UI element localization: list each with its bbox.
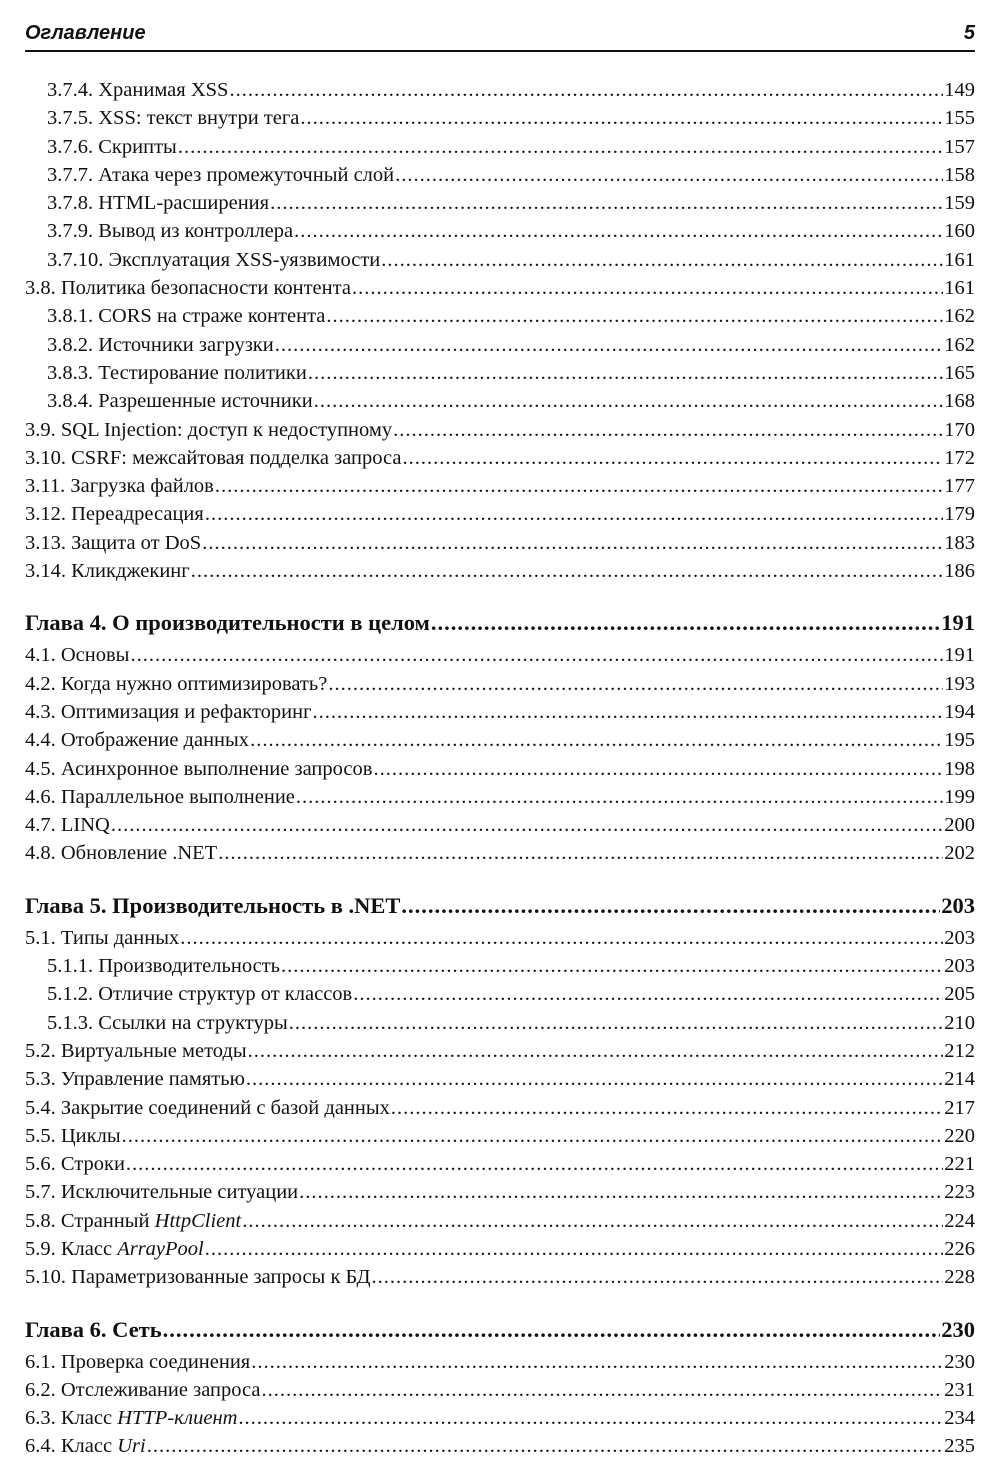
dot-leader [281, 952, 943, 980]
toc-entry-title-text: 3.7.9. Вывод из контроллера [47, 220, 294, 243]
dot-leader [381, 246, 943, 274]
toc-entry-title-text: 5.7. Исключительные ситуации [25, 1181, 299, 1204]
toc-entry-title [25, 605, 430, 641]
toc-entry-title-italic: Uri [117, 1435, 146, 1458]
toc-entry-page: 193 [944, 672, 975, 695]
toc-entry-page: 165 [944, 361, 975, 384]
toc-entry-page: 230 [944, 1350, 975, 1373]
dot-leader [248, 1037, 944, 1065]
toc-entry-page: 203 [941, 892, 975, 918]
toc-entry-title-text: 4.1. Основы [25, 644, 130, 667]
dot-leader [393, 416, 943, 444]
toc-entry-page: 226 [944, 1237, 975, 1260]
dot-leader [395, 161, 943, 189]
dot-leader [401, 888, 940, 924]
toc-entry-page: 214 [944, 1068, 975, 1091]
toc-entry-title [25, 529, 201, 557]
toc-entry-title-text: 4.3. Оптимизация и рефакторинг [25, 700, 312, 723]
toc-entry[interactable] [25, 500, 975, 528]
dot-leader [163, 1312, 941, 1348]
dot-leader [180, 924, 943, 952]
toc-entry-title-text: 5.3. Управление памятью [25, 1068, 245, 1091]
dot-leader [251, 1348, 943, 1376]
toc-entry-title-text: 5.5. Циклы [25, 1124, 121, 1147]
toc-entry-title [25, 641, 129, 669]
dot-leader [202, 529, 943, 557]
toc-entry-page: 172 [944, 446, 975, 469]
toc-entry-title-text: 5.1.1. Производительность [47, 955, 280, 978]
toc-entry-page: 160 [944, 220, 975, 243]
toc-entry-page: 198 [944, 757, 975, 780]
toc-entry-title [25, 888, 400, 924]
toc-entry-page: 230 [941, 1316, 975, 1342]
toc-entry-title-text: 3.8.4. Разрешенные источники [47, 390, 313, 413]
toc-entry-title [47, 302, 325, 330]
toc-entry-title [25, 1235, 204, 1263]
toc-entry[interactable] [25, 811, 975, 839]
toc-entry-title [25, 1207, 241, 1235]
toc-entry[interactable] [25, 416, 975, 444]
toc-entry-title [25, 416, 392, 444]
toc-entry-page: 155 [944, 107, 975, 130]
toc-entry-title [25, 783, 295, 811]
toc-entry[interactable] [25, 924, 975, 952]
toc-entry-title [25, 557, 190, 585]
toc-entry-page: 158 [944, 163, 975, 186]
toc-entry-page: 159 [944, 192, 975, 215]
toc-entry-title-text: 6.1. Проверка соединения [25, 1350, 251, 1373]
toc-entry-title-text: 3.7.10. Эксплуатация XSS-уязвимости [47, 248, 381, 271]
toc-entry-page: 168 [944, 390, 975, 413]
toc-entry-title [47, 387, 313, 415]
dot-leader [313, 698, 944, 726]
toc-entry-page: 194 [944, 700, 975, 723]
toc-entry-title [47, 952, 280, 980]
toc-entry-page: 223 [944, 1181, 975, 1204]
toc-entry-title-text: Глава 4. О производительности в целом [25, 610, 430, 636]
dot-leader [372, 1263, 944, 1291]
toc-entry[interactable] [25, 755, 975, 783]
dot-leader [215, 472, 943, 500]
toc-entry[interactable] [25, 331, 975, 359]
toc-entry-page: 183 [944, 531, 975, 554]
toc-entry-page: 228 [944, 1266, 975, 1289]
dot-leader [275, 331, 944, 359]
toc-entry-title-text: 3.11. Загрузка файлов [25, 475, 214, 498]
toc-entry-title-text: 4.6. Параллельное выполнение [25, 785, 295, 808]
toc-entry[interactable] [25, 444, 975, 472]
toc-entry-page: 157 [944, 135, 975, 158]
toc-entry-page: 195 [944, 729, 975, 752]
toc-entry[interactable] [25, 387, 975, 415]
dot-leader [431, 605, 940, 641]
toc-entry-title [47, 359, 307, 387]
toc-entry-title-text: Глава 6. Сеть [25, 1316, 162, 1342]
toc-entry-title-italic: HttpClient [154, 1209, 242, 1232]
toc-entry-page: 235 [944, 1435, 975, 1458]
toc-entry-title [25, 274, 351, 302]
dot-leader [147, 1432, 944, 1460]
toc-entry-title [25, 1065, 245, 1093]
toc-entry-title [47, 104, 299, 132]
toc-entry[interactable] [25, 1178, 975, 1206]
toc-entry-page: 231 [944, 1378, 975, 1401]
toc-entry-title-text: 3.7.6. Скрипты [47, 135, 177, 158]
toc-entry-title [25, 444, 401, 472]
toc-entry-title-text: 4.5. Асинхронное выполнение запросов [25, 757, 373, 780]
toc-entry-title [25, 1348, 250, 1376]
toc-chapter[interactable] [25, 605, 975, 641]
dot-leader [300, 104, 943, 132]
toc-entry-page: 205 [944, 983, 975, 1006]
toc-entry-page: 162 [944, 333, 975, 356]
dot-leader [126, 1150, 943, 1178]
dot-leader [261, 1376, 943, 1404]
dot-leader [205, 1235, 944, 1263]
toc-entry[interactable] [25, 1432, 975, 1460]
toc-entry-title-text: 6.3. Класс [25, 1407, 118, 1430]
toc-entry-title-text: 3.7.8. HTML-расширения [47, 192, 270, 215]
dot-leader [289, 1009, 944, 1037]
toc-entry-page: 212 [944, 1039, 975, 1062]
toc-entry-title [25, 924, 179, 952]
toc-entry-title [25, 670, 327, 698]
toc-entry-page: 191 [944, 644, 975, 667]
toc-entry[interactable] [25, 1207, 975, 1235]
dot-leader [373, 755, 943, 783]
dot-leader [238, 1404, 943, 1432]
toc-entry-title [47, 1009, 288, 1037]
toc-entry-title [47, 217, 293, 245]
toc-entry-title [47, 331, 274, 359]
toc-entry-title [47, 133, 177, 161]
toc-entry-title-text: 5.1.2. Отличие структур от классов [47, 983, 353, 1006]
toc-chapter[interactable] [25, 888, 975, 924]
toc-entry[interactable] [25, 302, 975, 330]
toc-entry[interactable] [25, 1037, 975, 1065]
toc-entry-page: 203 [944, 926, 975, 949]
toc-entry-title [25, 1150, 125, 1178]
toc-entry-title [25, 698, 312, 726]
toc-entry[interactable] [25, 246, 975, 274]
toc-entry[interactable] [25, 76, 975, 104]
dot-leader [270, 189, 943, 217]
toc-entry-page: 161 [944, 248, 975, 271]
toc-entry-title-text: 3.12. Переадресация [25, 503, 204, 526]
toc-entry[interactable] [25, 980, 975, 1008]
toc-entry[interactable] [25, 952, 975, 980]
toc-entry-title-text: 5.1. Типы данных [25, 926, 180, 949]
dot-leader [229, 76, 943, 104]
toc-entry[interactable] [25, 529, 975, 557]
toc-entry-title-text: 3.8.2. Источники загрузки [47, 333, 274, 356]
toc-entry-title-text: 5.10. Параметризованные запросы к БД [25, 1266, 371, 1289]
toc-entry-page: 203 [944, 955, 975, 978]
toc-entry[interactable] [25, 1348, 975, 1376]
dot-leader [111, 811, 943, 839]
dot-leader [191, 557, 944, 585]
toc-entry-title-text: 5.1.3. Ссылки на структуры [47, 1011, 288, 1034]
toc-entry-page: 210 [944, 1011, 975, 1034]
toc-entry-title-text: 3.8.3. Тестирование политики [47, 361, 307, 384]
table-of-contents [25, 76, 975, 1461]
toc-entry[interactable] [25, 557, 975, 585]
toc-entry-page: 224 [944, 1209, 975, 1232]
toc-entry-title [25, 726, 249, 754]
toc-entry-page: 234 [944, 1407, 975, 1430]
dot-leader [294, 217, 943, 245]
toc-entry[interactable] [25, 783, 975, 811]
toc-entry-title [25, 1178, 298, 1206]
toc-entry[interactable] [25, 1009, 975, 1037]
toc-entry[interactable] [25, 1122, 975, 1150]
toc-entry-title-text: 3.10. CSRF: межсайтовая подделка запроса [25, 446, 402, 469]
toc-entry-title-italic: ArrayPool [117, 1237, 204, 1260]
toc-entry-title [25, 1404, 237, 1432]
dot-leader [326, 302, 943, 330]
toc-entry[interactable] [25, 1404, 975, 1432]
dot-leader [178, 133, 943, 161]
page-header [25, 22, 975, 52]
toc-entry[interactable] [25, 1376, 975, 1404]
toc-entry-title-text: 6.2. Отслеживание запроса [25, 1378, 261, 1401]
dot-leader [353, 980, 943, 1008]
toc-entry-page: 220 [944, 1124, 975, 1147]
toc-entry[interactable] [25, 161, 975, 189]
toc-entry[interactable] [25, 641, 975, 669]
dot-leader [205, 500, 943, 528]
dot-leader [218, 839, 943, 867]
toc-entry-title-text: 5.4. Закрытие соединений с базой данных [25, 1096, 390, 1119]
toc-entry-title [47, 161, 394, 189]
toc-entry-title-text: 5.8. Странный [25, 1209, 155, 1232]
dot-leader [250, 726, 943, 754]
toc-entry[interactable] [25, 670, 975, 698]
dot-leader [314, 387, 944, 415]
toc-entry-page: 217 [944, 1096, 975, 1119]
toc-entry-title [25, 1037, 247, 1065]
toc-entry-title [25, 811, 110, 839]
toc-entry-title-text: 3.7.7. Атака через промежуточный слой [47, 163, 395, 186]
toc-entry-title [25, 1312, 162, 1348]
dot-leader [352, 274, 943, 302]
toc-entry[interactable] [25, 104, 975, 132]
dot-leader [402, 444, 943, 472]
toc-entry-page: 186 [944, 560, 975, 583]
header-page-number: 5 [963, 22, 975, 44]
toc-entry-title-text: 3.8. Политика безопасности контента [25, 277, 351, 300]
toc-entry-page: 199 [944, 785, 975, 808]
toc-entry-title [25, 839, 217, 867]
toc-entry-title-text: 3.8.1. CORS на страже контента [47, 305, 326, 328]
toc-entry-title [47, 980, 352, 1008]
toc-entry-page: 202 [944, 842, 975, 865]
toc-entry[interactable] [25, 1263, 975, 1291]
toc-entry-page: 161 [944, 277, 975, 300]
toc-entry-title-text: Глава 5. Производительность в .NET [25, 892, 401, 918]
toc-entry[interactable] [25, 698, 975, 726]
toc-entry-title-text: 3.7.4. Хранимая XSS [47, 79, 229, 101]
toc-entry[interactable] [25, 217, 975, 245]
toc-entry[interactable] [25, 726, 975, 754]
toc-entry[interactable] [25, 1065, 975, 1093]
toc-entry-title-text: 4.8. Обновление .NET [25, 842, 218, 865]
toc-entry-title-text: 3.13. Защита от DoS [25, 531, 202, 554]
toc-entry-page: 179 [944, 503, 975, 526]
toc-entry-title-text: 3.9. SQL Injection: доступ к недоступному [25, 418, 393, 441]
header-title: Оглавление [25, 22, 146, 44]
toc-entry-title [25, 1376, 260, 1404]
toc-entry-title-text: 5.2. Виртуальные методы [25, 1039, 247, 1062]
toc-entry[interactable] [25, 839, 975, 867]
toc-chapter[interactable] [25, 1312, 975, 1348]
toc-entry[interactable] [25, 189, 975, 217]
dot-leader [130, 641, 943, 669]
toc-entry-title [25, 472, 214, 500]
toc-entry-title-text: 6.4. Класс [25, 1435, 118, 1458]
toc-entry-page: 162 [944, 305, 975, 328]
dot-leader [299, 1178, 943, 1206]
toc-entry-page: 177 [944, 475, 975, 498]
toc-entry-title-text: 5.9. Класс [25, 1237, 118, 1260]
toc-entry[interactable] [25, 274, 975, 302]
toc-entry[interactable] [25, 472, 975, 500]
dot-leader [296, 783, 943, 811]
toc-entry-title [25, 1094, 390, 1122]
toc-entry[interactable] [25, 1235, 975, 1263]
toc-entry-page: 149 [944, 79, 975, 101]
toc-entry-page: 191 [941, 610, 975, 636]
toc-entry-title [47, 76, 228, 104]
toc-entry[interactable] [25, 1150, 975, 1178]
toc-entry-title-text: 3.7.5. XSS: текст внутри тега [47, 107, 300, 130]
toc-entry-title [25, 1263, 371, 1291]
dot-leader [391, 1094, 943, 1122]
toc-entry-title-text: 4.4. Отображение данных [25, 729, 250, 752]
toc-entry[interactable] [25, 359, 975, 387]
dot-leader [246, 1065, 943, 1093]
toc-entry[interactable] [25, 133, 975, 161]
dot-leader [242, 1207, 943, 1235]
toc-entry-title [47, 189, 269, 217]
toc-entry-title [25, 500, 204, 528]
toc-entry-title-text: 4.7. LINQ [25, 814, 110, 837]
toc-entry-title-text: 4.2. Когда нужно оптимизировать? [25, 672, 328, 695]
toc-entry-page: 170 [944, 418, 975, 441]
toc-entry-title [25, 1122, 121, 1150]
toc-entry-title [25, 1432, 146, 1460]
toc-entry-title-text: 5.6. Строки [25, 1153, 125, 1176]
dot-leader [122, 1122, 944, 1150]
toc-entry-page: 221 [944, 1153, 975, 1176]
toc-entry-page: 200 [944, 814, 975, 837]
toc-entry[interactable] [25, 1094, 975, 1122]
dot-leader [328, 670, 943, 698]
toc-entry-title [47, 246, 380, 274]
dot-leader [308, 359, 943, 387]
toc-entry-title [25, 755, 372, 783]
toc-entry-title-text: 3.14. Кликджекинг [25, 560, 190, 583]
toc-entry-title-italic: HTTP-клиент [117, 1407, 238, 1430]
